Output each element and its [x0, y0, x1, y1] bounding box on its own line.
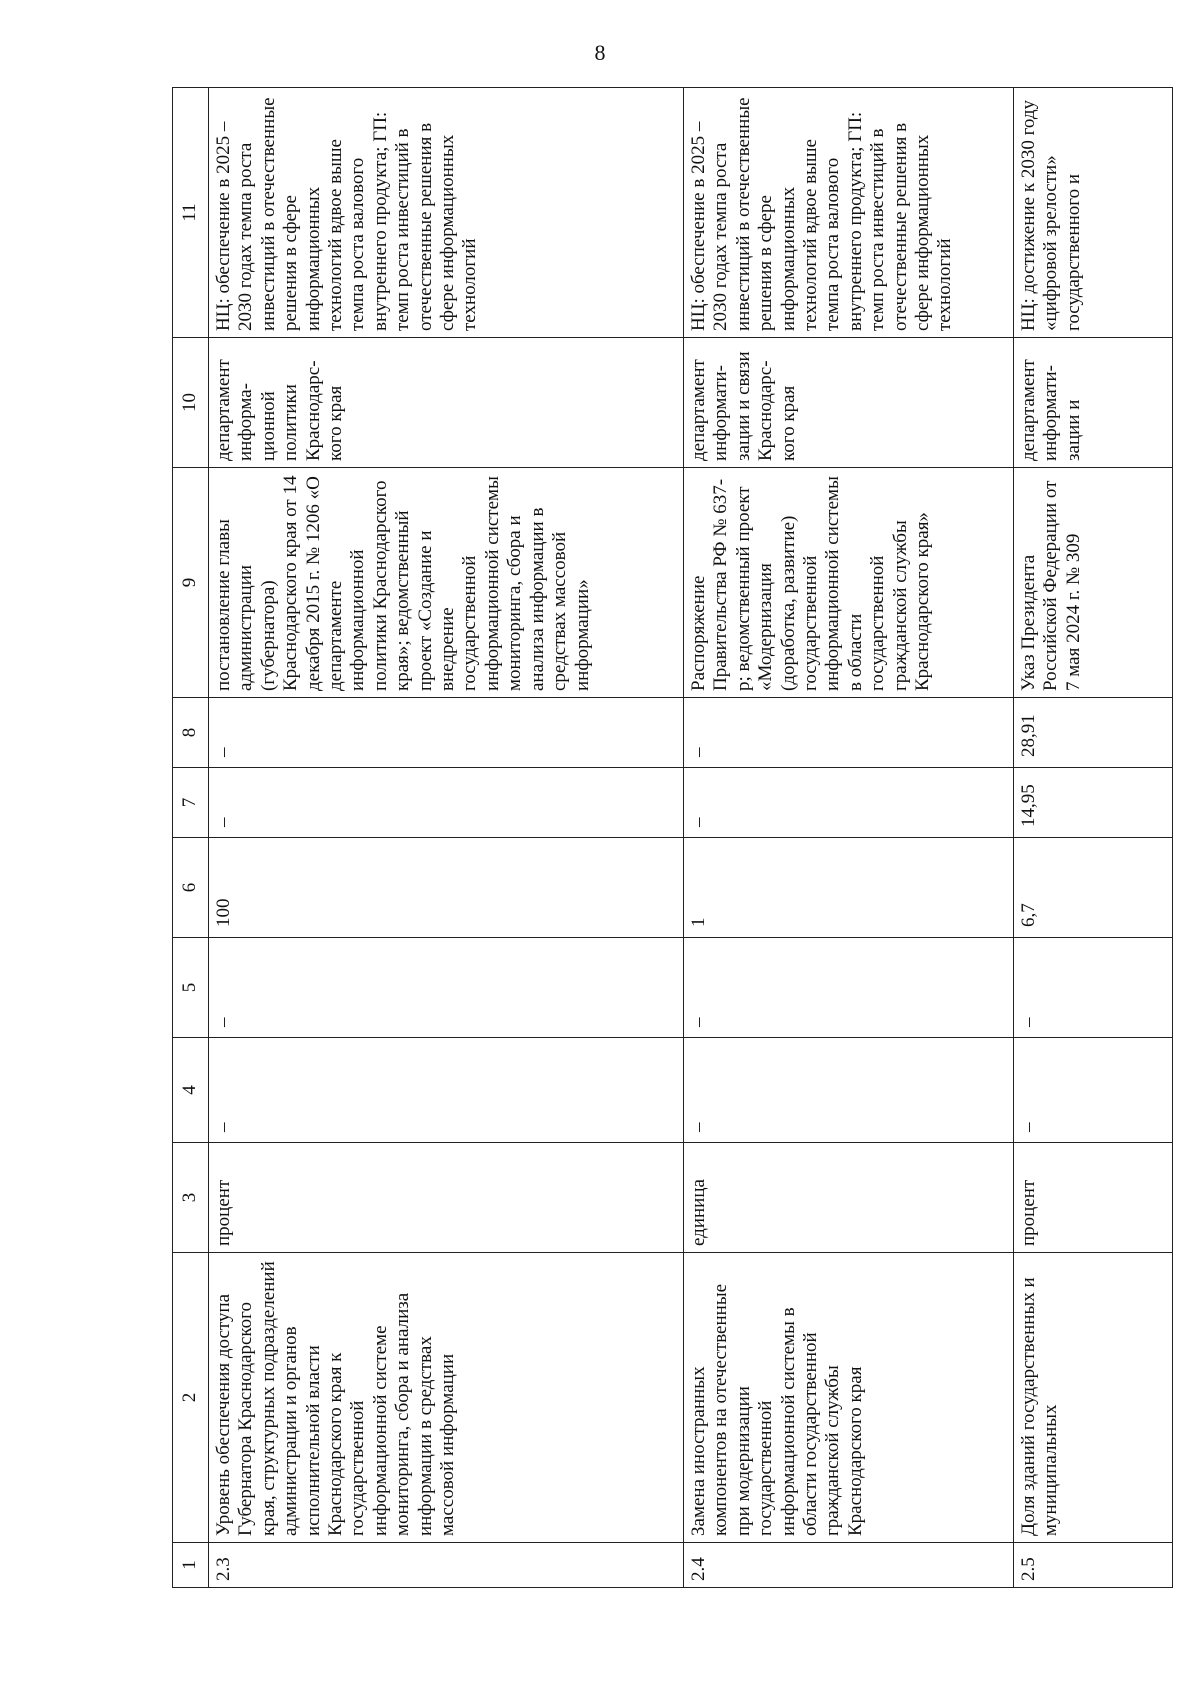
header-cell: 6	[173, 838, 209, 938]
header-cell: 5	[173, 938, 209, 1038]
value-cell: –	[209, 938, 684, 1038]
value-cell: –	[209, 1038, 684, 1143]
goal-link-cell: НЦ: достижение к 2030 году «цифровой зрелости» государственного и	[1014, 88, 1173, 338]
value-cell: –	[684, 768, 1014, 838]
row-number: 2.5	[1014, 1543, 1173, 1588]
value-cell: 100	[209, 838, 684, 938]
responsible-cell: департамент информа-ционной политики Краснодарс-кого края	[209, 338, 684, 468]
goal-link-cell: НЦ: обеспечение в 2025 – 2030 годах темпа роста инвестиций в отечественные решения в сфере информационных технологий вдвое выше темпа роста валового внутреннего продукта; ГП: темп роста инвестиций в отечественные решения в сфере информационных технологий	[209, 88, 684, 338]
value-cell: 6,7	[1014, 838, 1173, 938]
goal-link-cell: НЦ: обеспечение в 2025 – 2030 годах темпа роста инвестиций в отечественные решения в сфере информационных технологий вдвое выше темпа роста валового внутреннего продукта; ГП: темп роста инвестиций в отечественные решения в сфере информационных технологий	[684, 88, 1014, 338]
row-number: 2.3	[209, 1543, 684, 1588]
header-cell: 10	[173, 338, 209, 468]
unit-cell: процент	[1014, 1143, 1173, 1253]
header-row	[173, 88, 209, 1588]
value-cell: –	[684, 1038, 1014, 1143]
value-cell: 28,91	[1014, 698, 1173, 768]
value-cell: –	[684, 938, 1014, 1038]
unit-cell: единица	[684, 1143, 1014, 1253]
page-number: 8	[594, 40, 606, 65]
header-cell: 3	[173, 1143, 209, 1253]
value-cell: –	[1014, 938, 1173, 1038]
value-cell: –	[684, 698, 1014, 768]
rotated-table-wrapper	[172, 88, 1172, 1588]
value-cell: –	[209, 768, 684, 838]
header-cell: 1	[173, 1543, 209, 1588]
value-cell: 1	[684, 838, 1014, 938]
header-cell: 4	[173, 1038, 209, 1143]
value-cell: –	[209, 698, 684, 768]
indicator-name: Доля зданий государственных и муниципальных	[1014, 1253, 1173, 1543]
table-row	[1014, 88, 1173, 1588]
indicator-name: Замена иностранных компонентов на отечественные при модернизации государственной информационной системы в области государственной гражданской службы Краснодарского края	[684, 1253, 1014, 1543]
header-cell: 7	[173, 768, 209, 838]
responsible-cell: департамент информати-зации и связи Краснодарс-кого края	[684, 338, 1014, 468]
header-cell: 8	[173, 698, 209, 768]
indicators-table	[172, 87, 1173, 1588]
row-number: 2.4	[684, 1543, 1014, 1588]
header-cell: 11	[173, 88, 209, 338]
header-cell: 9	[173, 468, 209, 698]
table-row	[684, 88, 1014, 1588]
value-cell: 14,95	[1014, 768, 1173, 838]
document-basis-cell: Указ Президента Российской Федерации от 7 мая 2024 г. № 309	[1014, 468, 1173, 698]
document-basis-cell: постановление главы администрации (губернатора) Краснодарского края от 14 декабря 2015 г. № 1206 «О департаменте информационной политики Краснодарского края»; ведомственный проект «Создание и внедрение государственной информационной системы мониторинга, сбора и анализа информации в средствах массовой информации»	[209, 468, 684, 698]
unit-cell: процент	[209, 1143, 684, 1253]
header-cell: 2	[173, 1253, 209, 1543]
document-basis-cell: Распоряжение Правительства РФ № 637-р; ведомственный проект «Модернизация (доработка, развитие) государственной информационной системы в области государственной гражданской службы Краснодарского края»	[684, 468, 1014, 698]
indicator-name: Уровень обеспечения доступа Губернатора Краснодарского края, структурных подразделений администрации и органов исполнительной власти Краснодарского края к государственной информационной системе мониторинга, сбора и анализа информации в средствах массовой информации	[209, 1253, 684, 1543]
value-cell: –	[1014, 1038, 1173, 1143]
responsible-cell: департамент информати-зации и	[1014, 338, 1173, 468]
table-row	[209, 88, 684, 1588]
